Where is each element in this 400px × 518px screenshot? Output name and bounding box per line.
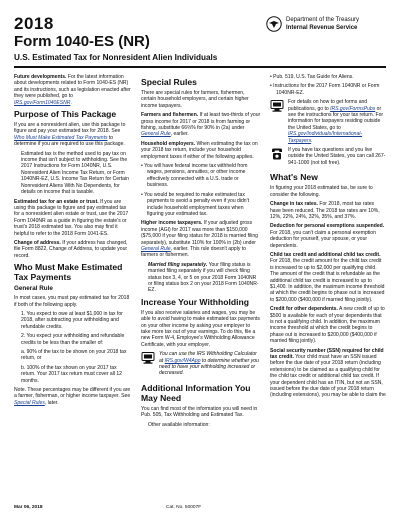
future-link[interactable]: IRS.gov/Form1040ESNR bbox=[14, 99, 71, 106]
rates-lead: Change in tax rates. bbox=[270, 201, 318, 208]
computer-icon bbox=[270, 99, 284, 113]
household-lead: Household employers. bbox=[141, 140, 196, 147]
w4app-link[interactable]: IRS.gov/W4App bbox=[164, 357, 201, 364]
household-text: When estimating the tax on your 2018 tax return, include your household employment taxes if either of the following applies. bbox=[141, 140, 258, 160]
increase-withholding-heading: Increase Your Withholding bbox=[141, 296, 249, 307]
column-2 bbox=[141, 74, 261, 431]
ctc-text: For 2018, the credit amount for the child tax credit is increased to up to $2,000 per qualifying child. The amount of the credit that is refundable as the additional child tax credit is increased to up to $1,400. In addition, the maximum income threshold at which the credit begins to phase out is increased to $200,000 ($400,000 if married filing jointly). bbox=[270, 258, 385, 303]
other-dependents-paragraph bbox=[270, 306, 386, 344]
exemption-lead: Deduction for personal exemptions suspended. bbox=[270, 223, 385, 230]
general-rule-link-2[interactable]: General Rule bbox=[141, 245, 171, 252]
additional-info-heading: Additional Information You May Need bbox=[141, 382, 251, 403]
rates-text: For 2018, most tax rates have been reduced. The 2018 tax rates are 10%, 12%, 22%, 24%, 32%, 35%, and 37%. bbox=[270, 201, 380, 220]
farmers-paragraph bbox=[141, 112, 261, 138]
calculator-note bbox=[141, 351, 261, 380]
catalog-number: Cat. No. 50007F bbox=[166, 505, 202, 510]
odc-lead: Credit for other dependents. bbox=[270, 306, 338, 313]
international-link[interactable]: IRS.gov/Individuals/International-Taxpayers bbox=[288, 131, 363, 144]
forms-note bbox=[270, 99, 386, 147]
higher-lead: Higher income taxpayers. bbox=[141, 220, 203, 227]
form-title: Form 1040-ES (NR) bbox=[14, 33, 150, 50]
special-rules-heading: Special Rules bbox=[141, 77, 197, 87]
additional-info-text: You can find most of the information you will need in Pub. 505, Tax Withholding and Estimated Tax. bbox=[141, 405, 258, 419]
household-bullet-1: • You will have federal income tax withheld from wages, pensions, annuities, or other income effectively connected with a U.S. trade or business. bbox=[141, 163, 248, 189]
note-end: , later. bbox=[44, 399, 59, 406]
purpose-text-end: to determine if you are required to use this package. bbox=[14, 134, 125, 148]
forms-text bbox=[288, 99, 386, 144]
other-info-text: Other available information: bbox=[148, 421, 210, 428]
higher-income-paragraph bbox=[141, 220, 261, 258]
whats-new-heading: What's New bbox=[270, 172, 318, 183]
rule-2b: b. 100% of the tax shown on your 2017 tax return. Your 2017 tax return must cover all 12 months. bbox=[21, 364, 122, 384]
phone-note bbox=[270, 147, 386, 169]
calc-end: to determine whether you need to have your withholding increased or decreased. bbox=[159, 357, 259, 377]
increase-withholding-text: If you also receive salaries and wages, you may be able to avoid having to make estimated tax payments on your other income by asking your employer to take more tax out of your earnings. To do this, file a new Form W-4, Employee's Withholding Allowance Certificate, with your employer. bbox=[141, 309, 260, 348]
header-rule bbox=[14, 66, 386, 68]
future-text: For the latest information about developments related to Form 1040-ES (NR) and its instructions, such as legislation enacted after they were published, go to bbox=[14, 74, 131, 100]
future-lead: Future developments. bbox=[14, 74, 67, 80]
child-tax-credit-paragraph bbox=[270, 252, 386, 303]
agency-block bbox=[266, 16, 386, 34]
special-rules-text: There are special rules for farmers, fishermen, certain household employers, and certain higher income taxpayers. bbox=[141, 90, 249, 109]
agency-name: Internal Revenue Service bbox=[286, 25, 358, 31]
ssn-paragraph bbox=[270, 348, 386, 399]
forms-text-a: For details on how to get forms and publications, go to bbox=[288, 99, 368, 112]
exemption-text: For 2018, you can't claim a personal exemption deduction for yourself, your spouse, or your dependents. bbox=[270, 229, 376, 249]
whats-new-text: In figuring your 2018 estimated tax, be sure to consider the following. bbox=[270, 185, 373, 198]
exemption-paragraph bbox=[270, 223, 386, 249]
married-lead: Married filing separately. bbox=[148, 261, 208, 268]
eagle-seal-icon bbox=[266, 16, 282, 32]
rule-2a: a. 90% of the tax to be shown on your 2018 tax return, or bbox=[21, 349, 127, 362]
higher-end: , earlier. This rule doesn't apply to farmers or fishermen. bbox=[141, 245, 246, 259]
footer-date: Mar 06, 2018 bbox=[14, 505, 43, 510]
ssn-text: Your child must have an SSN issued before the due date of your 2018 return (including extensions) to be claimed as a qualifying child for the child tax credit or additional child tax credit. If your dependent child has an ITIN, but not an SSN, issued before the due date of your 2018 return (including extensions), you may be able to claim the bbox=[270, 354, 386, 399]
purpose-paragraph-2: Estimated tax is the method used to pay tax on income that isn't subject to withholding. See the 2017 Instructions for Form 1040NR, U.S. Nonresident Alien Income Tax Return, or Form 1040NR-EZ, U.S. Income Tax Return for Certain Nonresident Aliens With No Dependents, for details on income that is taxable. bbox=[21, 150, 129, 196]
phone-text: If you have tax questions and you live outside the United States, you can call 267-941-1000 (not toll free). bbox=[288, 147, 386, 166]
general-rule-heading: General Rule bbox=[14, 285, 53, 293]
forms-text-b: or see the instructions for your tax return. For information for taxpayers residing outside the United States, go to bbox=[288, 105, 384, 131]
form-subtitle: U.S. Estimated Tax for Nonresident Alien Individuals bbox=[14, 53, 218, 62]
higher-text: If your adjusted gross income (AGI) for 2017 was more than $150,000 ($75,000 if your filing status for 2018 is married filing separately), substitute 110% for 100% in (2b) under bbox=[141, 220, 258, 246]
change-text: If your address has changed, file Form 8822, Change of Address, to update your record. bbox=[14, 239, 128, 259]
pub-bullet-2: • Instructions for the 2017 Form 1040NR or Form 1040NR-EZ. bbox=[270, 83, 380, 96]
special-rules-link[interactable]: Special Rules bbox=[14, 399, 45, 406]
farmers-lead: Farmers and fishermen. bbox=[141, 112, 199, 119]
pub-bullet-1: • Pub. 519, U.S. Tax Guide for Aliens. bbox=[270, 74, 354, 80]
change-address-paragraph bbox=[14, 240, 132, 259]
column-1 bbox=[14, 74, 132, 409]
note-paragraph bbox=[14, 387, 132, 406]
married-text: Your filing status is married filing separately if you will check filing status box 3, 4, or 5 on your 2018 Form 1040NR or filing status box 2 on your 2018 Form 1040NR-EZ. bbox=[148, 261, 259, 294]
estate-text: If you are using this package to figure and pay estimated tax for a nonresident alien estate or trust, use the 2017 Form 1040NR as a guide in figuring the estate's or trust's 2018 estimated tax. You also may find it helpful to refer to the 2018 Form 1041-ES. bbox=[14, 198, 129, 237]
calculator-text bbox=[159, 351, 261, 377]
estate-lead: Estimated tax for an estate or trust. bbox=[14, 198, 99, 205]
general-rule-link[interactable]: General Rule bbox=[141, 131, 171, 138]
forms-pubs-link[interactable]: IRS.gov/FormsPubs bbox=[330, 105, 376, 112]
form-header bbox=[14, 14, 386, 72]
farmers-text: If at least two-thirds of your gross income for 2017 or 2018 is from farming or fishing, substitute 66⅔% for 90% in (2a) under bbox=[141, 112, 261, 132]
household-paragraph bbox=[141, 141, 261, 160]
household-bullet-2: • You would be required to make estimated tax payments to avoid a penalty even if you didn't include household employment taxes when figuring your estimated tax. bbox=[141, 191, 249, 217]
tax-year: 2018 bbox=[14, 14, 54, 33]
ssn-lead: Social security number (SSN) required for child tax credit. bbox=[270, 347, 384, 361]
who-must-link[interactable]: Who Must Make Estimated Tax Payments bbox=[14, 134, 108, 141]
future-developments: Future developments. For the latest information about developments related to Form 1040-ES (NR) and its instructions, such as legislation enacted after they were published, go to IRS.gov/Form1040ESNR. bbox=[14, 74, 131, 106]
calc-text: You can use the IRS Withholding Calculator at bbox=[159, 351, 257, 364]
purpose-heading: Purpose of This Package bbox=[14, 109, 117, 120]
change-lead: Change of address. bbox=[14, 239, 61, 246]
farmers-end: , earlier. bbox=[170, 131, 189, 138]
rule-2: 2. You expect your withholding and refundable credits to be less than the smaller of: bbox=[21, 333, 125, 346]
rule-1: 1. You expect to owe at least $1,000 in tax for 2018, after subtracting your withholding and refundable credits. bbox=[21, 310, 123, 330]
estate-trust-paragraph bbox=[14, 199, 132, 237]
married-paragraph bbox=[141, 262, 261, 294]
odc-text: A new credit of up to $500 is available for each of your dependents that is not a qualifying child. In addition, the maximum income threshold at which the credit begins to phase out is increased to $200,000 ($400,000 if married filing jointly). bbox=[270, 306, 385, 345]
general-rule-text: In most cases, you must pay estimated tax for 2018 if both of the following apply. bbox=[14, 295, 130, 308]
department-name: Department of the Treasury bbox=[286, 17, 360, 23]
tax-rates-paragraph bbox=[270, 201, 386, 220]
phone-icon bbox=[270, 147, 284, 161]
computer-icon bbox=[141, 351, 155, 365]
forms-end: . bbox=[311, 137, 313, 144]
purpose-text: If you are a nonresident alien, use this package to figure and pay your estimated tax for 2018. See bbox=[14, 122, 126, 135]
who-must-heading: Who Must Make Estimated Tax Payments bbox=[14, 262, 123, 283]
ctc-lead: Child tax credit and additional child tax credit. bbox=[270, 251, 381, 258]
column-3 bbox=[270, 74, 386, 402]
purpose-paragraph-1 bbox=[14, 122, 132, 148]
note-text: Note. These percentages may be different if you are a farmer, fisherman, or higher income taxpayer. See bbox=[14, 387, 131, 400]
